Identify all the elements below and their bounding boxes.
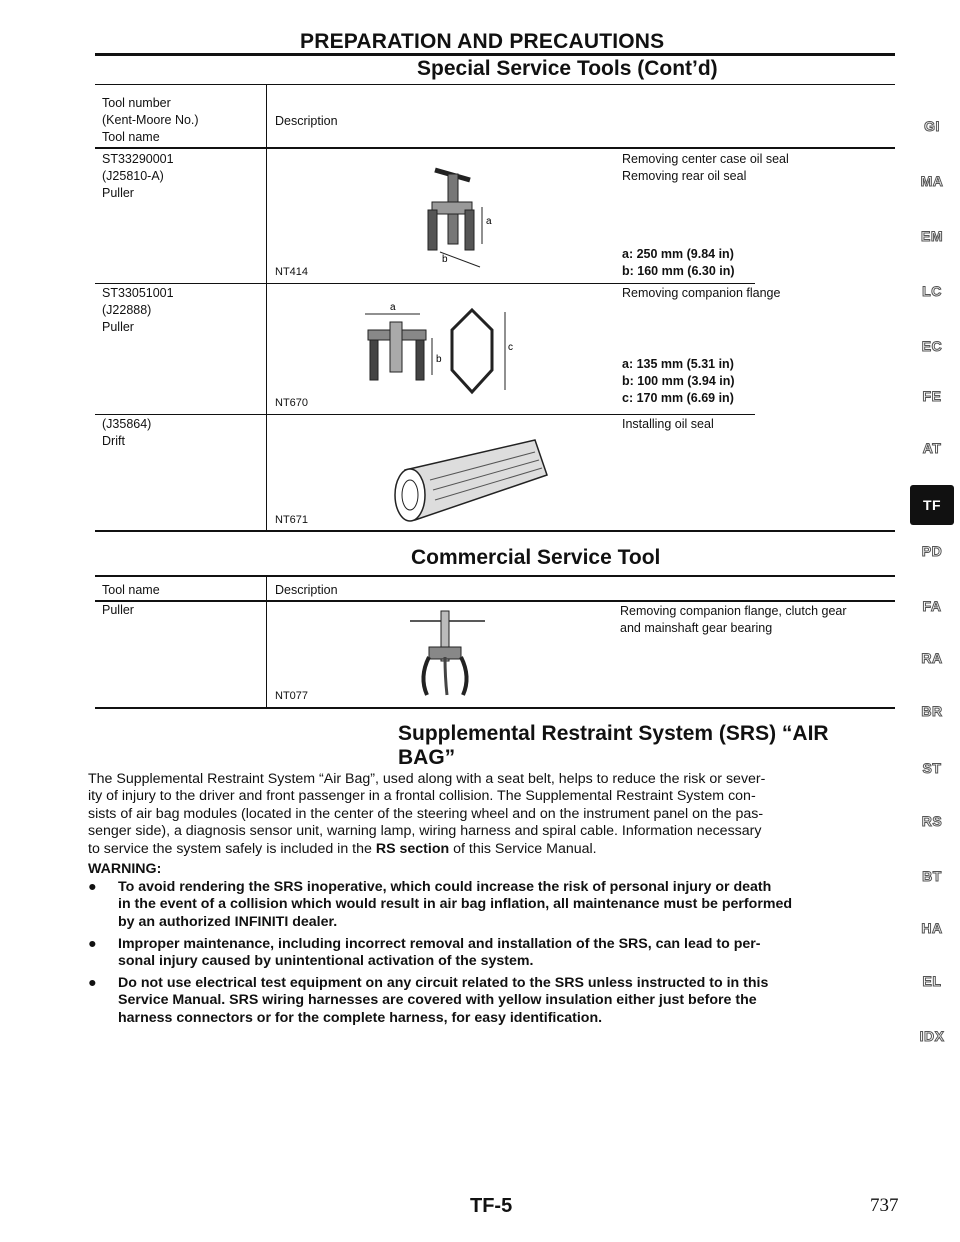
tool-dimension: b: 160 mm (6.30 in) — [622, 264, 735, 278]
dim-label: a — [486, 216, 492, 227]
tool-dimension: a: 135 mm (5.31 in) — [622, 357, 734, 371]
figure-code: NT077 — [275, 690, 309, 702]
warning-item: ● Do not use electrical test equipment on any circuit related to the SRS unless instructed to in this Service Manual. SRS wiring harnesses are covered with yellow insulation either just before the harness connectors or for the complete harness, for easy identification. — [88, 975, 769, 1026]
tab-ha[interactable]: HA — [921, 920, 943, 936]
paragraph-line: sists of air bag modules (located in the center of the steering wheel and on the instrument panel on the pas- — [88, 805, 764, 822]
kent-moore-number: (J35864) — [102, 417, 152, 431]
tool-dimensions — [622, 356, 735, 407]
tab-idx[interactable]: IDX — [919, 1028, 945, 1044]
page-title: PREPARATION AND PRECAUTIONS — [300, 30, 665, 53]
page-number: 737 — [870, 1195, 899, 1216]
puller-illustration-2 — [360, 300, 540, 400]
bullet-icon: ● — [88, 975, 97, 991]
tool-name: Drift — [102, 434, 125, 448]
tab-tf[interactable]: TF — [910, 485, 954, 525]
tab-rs[interactable]: RS — [921, 813, 943, 829]
col1-header-line2: (Kent-Moore No.) — [102, 113, 199, 127]
puller-illustration-1 — [410, 152, 510, 277]
tab-br[interactable]: BR — [921, 703, 943, 719]
col1-header-line3: Tool name — [102, 130, 160, 144]
tool-use: and mainshaft gear bearing — [620, 621, 773, 635]
tool-uses — [620, 603, 847, 637]
commercial-col2-header: Description — [275, 583, 338, 597]
tab-ma[interactable]: MA — [920, 173, 944, 189]
srs-paragraph — [88, 771, 888, 858]
paragraph-line: The Supplemental Restraint System “Air Bag”, used along with a seat belt, helps to reduce the risk or sever- — [88, 771, 766, 787]
figure-code: NT671 — [275, 514, 309, 526]
col2-header: Description — [275, 114, 338, 128]
tool-use: Removing rear oil seal — [622, 169, 747, 183]
tool-use: Removing companion flange, clutch gear — [620, 604, 847, 618]
tool-number: ST33290001 — [102, 152, 174, 166]
srs-title — [398, 722, 829, 770]
tab-ec[interactable]: EC — [921, 338, 943, 354]
tab-bt[interactable]: BT — [922, 868, 942, 884]
srs-title-line: Supplemental Restraint System (SRS) “AIR — [398, 722, 829, 745]
kent-moore-number: (J25810-A) — [102, 169, 164, 183]
tab-el[interactable]: EL — [922, 973, 942, 989]
tool-use: Installing oil seal — [622, 417, 714, 431]
tool-number: ST33051001 — [102, 286, 174, 300]
table-column-divider — [266, 85, 267, 530]
tool-dimension: a: 250 mm (9.84 in) — [622, 247, 734, 261]
page-code: TF-5 — [470, 1195, 513, 1217]
kent-moore-number: (J22888) — [102, 303, 152, 317]
row-divider — [95, 283, 755, 284]
table-bottom-rule — [95, 530, 895, 532]
tab-lc[interactable]: LC — [922, 283, 942, 299]
bullet-icon: ● — [88, 936, 97, 952]
table-row — [102, 416, 151, 450]
row-divider — [95, 414, 755, 415]
tool-name: Puller — [102, 320, 134, 334]
dim-label: b — [442, 254, 448, 265]
commercial-top-rule — [95, 575, 895, 577]
dim-label: b — [436, 354, 442, 365]
section-subtitle: Special Service Tools (Cont’d) — [417, 57, 718, 80]
paragraph-line: ity of injury to the driver and front passenger in a frontal collision. The Supplemental Restraint System con- — [88, 788, 756, 805]
header-rule — [95, 53, 895, 56]
tool-use: Removing companion flange — [622, 286, 781, 300]
commercial-column-divider — [266, 577, 267, 707]
tab-at[interactable]: AT — [922, 440, 942, 456]
table-row — [102, 151, 174, 202]
commercial-title: Commercial Service Tool — [411, 546, 661, 569]
paragraph-line-last: to service the system safely is included in the RS section of this Service Manual. — [88, 840, 597, 857]
bullet-icon: ● — [88, 879, 97, 895]
tab-gi[interactable]: GI — [924, 118, 940, 134]
tool-uses — [622, 151, 789, 185]
paragraph-line: senger side), a diagnosis sensor unit, warning lamp, wiring harness and spiral cable. Information necessary — [88, 823, 762, 840]
table-header-rule — [95, 147, 895, 149]
figure-code: NT670 — [275, 397, 309, 409]
warning-label: WARNING: — [88, 861, 162, 877]
commercial-bottom-rule — [95, 707, 895, 709]
warning-item: ● To avoid rendering the SRS inoperative, which could increase the risk of personal injury or death in the event of a collision which would result in air bag inflation, all maintenance must be performed by an authorized INFINITI dealer. — [88, 879, 793, 930]
tool-name: Puller — [102, 186, 134, 200]
puller-illustration-3 — [405, 607, 495, 702]
rs-section-reference: RS section — [375, 840, 450, 857]
col1-header-line1: Tool number — [102, 96, 171, 110]
col1-header — [102, 95, 199, 146]
commercial-header-rule — [95, 600, 895, 602]
tab-st[interactable]: ST — [922, 760, 942, 776]
tool-name: Puller — [102, 603, 134, 617]
commercial-col1-header: Tool name — [102, 583, 160, 597]
warning-item: ● Improper maintenance, including incorrect removal and installation of the SRS, can lead to per- sonal injury caused by unintentional activation of the system. — [88, 936, 761, 970]
drift-illustration — [385, 430, 565, 530]
tab-fe[interactable]: FE — [922, 388, 942, 404]
tab-fa[interactable]: FA — [922, 598, 942, 614]
tool-use: Removing center case oil seal — [622, 152, 789, 166]
dim-label: a — [390, 302, 396, 313]
tab-pd[interactable]: PD — [921, 543, 943, 559]
figure-code: NT414 — [275, 266, 309, 278]
tool-dimensions — [622, 246, 735, 280]
srs-title-line: BAG” — [398, 746, 456, 769]
tab-em[interactable]: EM — [921, 228, 943, 244]
table-row — [102, 285, 174, 336]
tool-dimension: c: 170 mm (6.69 in) — [622, 391, 734, 405]
tab-ra[interactable]: RA — [921, 650, 943, 666]
subtitle-rule — [95, 84, 895, 85]
dim-label: c — [508, 342, 513, 353]
tool-dimension: b: 100 mm (3.94 in) — [622, 374, 735, 388]
